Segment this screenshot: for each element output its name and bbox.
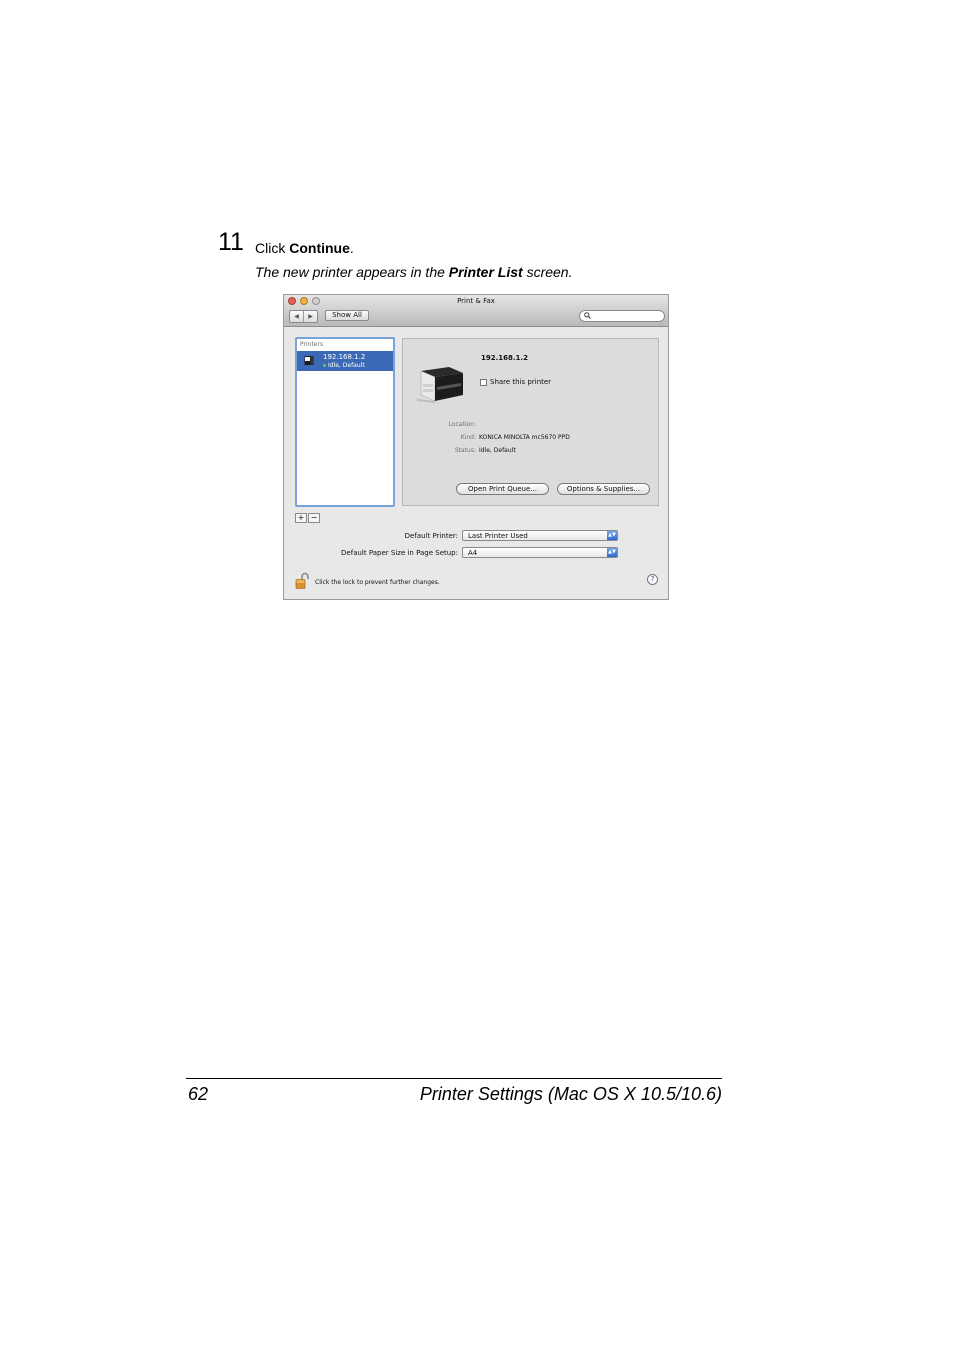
kind-label: Kind:: [460, 434, 476, 441]
magnifier-icon: [584, 312, 591, 322]
instruction-text: Click: [255, 240, 290, 256]
default-printer-popup[interactable]: [462, 530, 618, 541]
page-number: 62: [188, 1084, 209, 1104]
search-input[interactable]: [579, 310, 665, 322]
lock-message: Click the lock to prevent further changes.: [315, 579, 440, 586]
printer-list-item[interactable]: [297, 351, 393, 371]
location-label: Location:: [448, 421, 476, 428]
printer-thumbnail-icon: [304, 355, 314, 366]
add-remove-controls: [295, 513, 320, 523]
remove-printer-button[interactable]: −: [308, 513, 320, 523]
default-paper-popup[interactable]: [462, 547, 618, 558]
default-printer-value: Last Printer Used: [468, 532, 528, 540]
instruction-bold: Continue: [289, 240, 350, 256]
share-printer-checkbox[interactable]: [480, 379, 487, 386]
status-label: Status:: [454, 447, 476, 454]
window-title: Print & Fax: [457, 297, 495, 305]
printer-item-name: 192.168.1.2: [323, 353, 366, 361]
printer-icon: [417, 357, 467, 407]
default-printer-label: Default Printer:: [404, 532, 458, 540]
share-printer-row: [480, 378, 551, 386]
title-bar: [284, 295, 668, 327]
printer-item-status-text: Idle, Default: [328, 362, 365, 369]
nav-segmented-control: [289, 310, 318, 323]
printer-item-status: [323, 362, 365, 369]
note-text: The new printer appears in the: [255, 264, 449, 280]
instruction-end: .: [349, 240, 354, 256]
footer-title: Printer Settings (Mac OS X 10.5/10.6): [419, 1084, 722, 1104]
status-value: Idle, Default: [479, 447, 516, 454]
popup-arrows-icon: ▲▼: [608, 532, 616, 538]
step-instruction: [255, 239, 354, 257]
printers-list[interactable]: [295, 337, 395, 507]
note-bold: Printer List: [448, 264, 523, 280]
footer-rule: [186, 1078, 722, 1079]
lock-icon[interactable]: [295, 572, 309, 589]
printers-list-header: Printers: [300, 341, 324, 348]
print-fax-window: [283, 294, 669, 600]
options-supplies-button[interactable]: Options & Supplies...: [557, 483, 650, 495]
share-printer-label: Share this printer: [490, 378, 552, 386]
show-all-button[interactable]: Show All: [325, 310, 369, 321]
default-paper-label: Default Paper Size in Page Setup:: [341, 549, 458, 557]
printer-name: 192.168.1.2: [481, 354, 528, 362]
status-dot-icon: [323, 364, 326, 367]
step-note: [255, 263, 573, 281]
printer-detail-panel: [402, 338, 659, 506]
note-end: screen.: [522, 264, 573, 280]
open-print-queue-button[interactable]: Open Print Queue...: [456, 483, 549, 495]
help-button[interactable]: ?: [647, 574, 658, 585]
back-button[interactable]: ◀: [294, 313, 299, 320]
forward-button[interactable]: ▶: [303, 311, 317, 322]
add-printer-button[interactable]: +: [295, 513, 307, 523]
kind-value: KONICA MINOLTA mc5670 PPD: [479, 434, 570, 441]
step-number: 11: [218, 228, 244, 256]
popup-arrows-icon: ▲▼: [608, 549, 616, 555]
default-paper-value: A4: [468, 549, 478, 557]
